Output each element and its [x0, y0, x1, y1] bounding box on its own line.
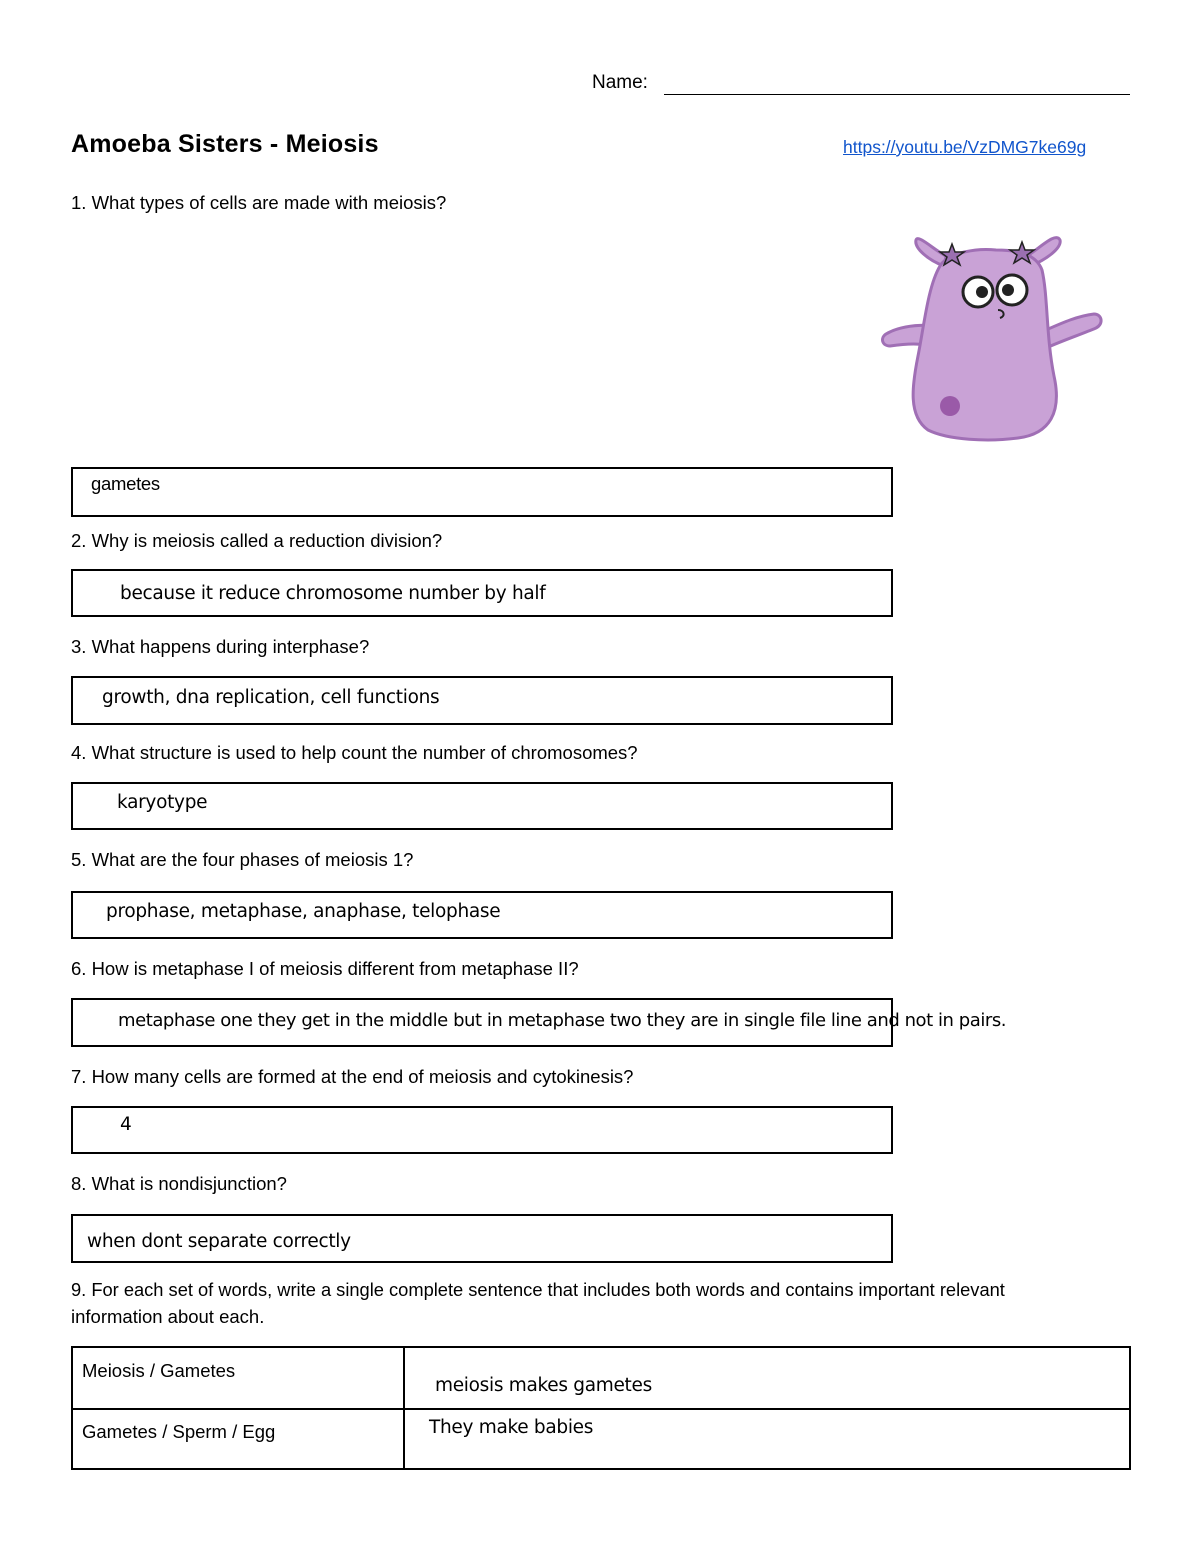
question-8: 8. What is nondisjunction?	[71, 1173, 287, 1194]
answer-2: because it reduce chromosome number by half	[120, 583, 546, 604]
answer-box-1[interactable]	[71, 467, 893, 517]
page-title: Amoeba Sisters - Meiosis	[71, 130, 379, 158]
name-label: Name:	[592, 72, 648, 93]
answer-box-7[interactable]	[71, 1106, 893, 1154]
table-row	[72, 1347, 1130, 1409]
answer-box-2[interactable]	[71, 569, 893, 617]
question-9-line-1: 9. For each set of words, write a single complete sentence that includes both words and contains important relevant	[71, 1279, 1005, 1300]
answer-3: growth, dna replication, cell functions	[102, 687, 440, 708]
name-field-line[interactable]	[664, 94, 1130, 95]
amoeba-mascot-icon	[878, 226, 1104, 444]
question-1: 1. What types of cells are made with meiosis?	[71, 192, 447, 213]
video-link[interactable]: https://youtu.be/VzDMG7ke69g	[843, 137, 1087, 157]
question-5: 5. What are the four phases of meiosis 1?	[71, 849, 414, 870]
question-6: 6. How is metaphase I of meiosis different from metaphase II?	[71, 958, 579, 979]
question-9-line-2: information about each.	[71, 1306, 265, 1327]
answer-4: karyotype	[117, 792, 208, 813]
question-4: 4. What structure is used to help count the number of chromosomes?	[71, 742, 638, 763]
word-set-cell	[72, 1347, 404, 1409]
answer-box-4[interactable]	[71, 782, 893, 830]
answer-box-8[interactable]	[71, 1214, 893, 1263]
word-set-cell	[72, 1409, 404, 1469]
answer-box-5[interactable]	[71, 891, 893, 939]
question-3: 3. What happens during interphase?	[71, 636, 370, 657]
table-row	[72, 1409, 1130, 1469]
sentence-cell[interactable]	[404, 1347, 1130, 1409]
word-set-2: Gametes / Sperm / Egg	[82, 1421, 276, 1442]
answer-5: prophase, metaphase, anaphase, telophase	[106, 901, 501, 922]
word-sentence-table	[71, 1346, 1131, 1470]
question-2: 2. Why is meiosis called a reduction division?	[71, 530, 443, 551]
sentence-1: meiosis makes gametes	[435, 1375, 652, 1396]
question-7: 7. How many cells are formed at the end of meiosis and cytokinesis?	[71, 1066, 634, 1087]
word-set-1: Meiosis / Gametes	[82, 1360, 236, 1381]
answer-box-3[interactable]	[71, 676, 893, 725]
answer-1: gametes	[91, 473, 160, 494]
answer-6: metaphase one they get in the middle but in metaphase two they are in single file line and not in pairs.	[118, 1010, 1007, 1031]
answer-7: 4	[120, 1114, 132, 1135]
sentence-cell[interactable]	[404, 1409, 1130, 1469]
sentence-2: They make babies	[429, 1417, 594, 1438]
answer-8: when dont separate correctly	[87, 1231, 351, 1252]
